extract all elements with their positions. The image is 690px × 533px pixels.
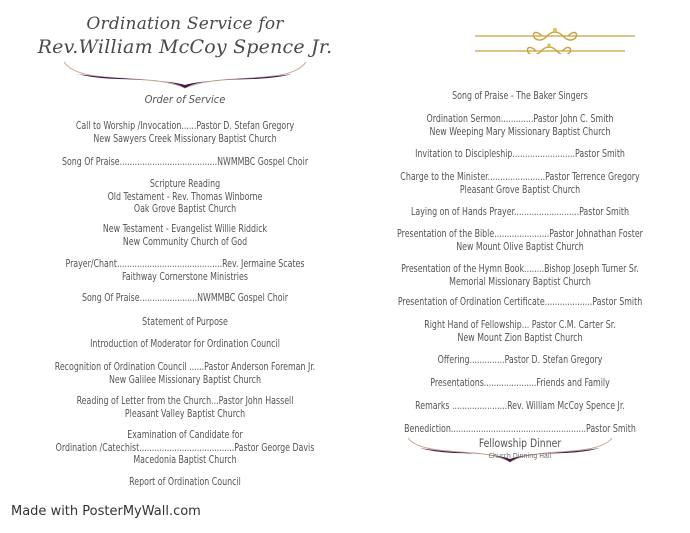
program-item: Song of Praise - The Baker Singers (452, 91, 588, 102)
program-item: Presentation of Ordination Certificate...................Pastor Smith (397, 297, 643, 308)
program-item: Reading of Letter from the Church...Pastor John Hassell Pleasant Valley Baptist Church (76, 396, 294, 420)
program-item: Recognition of Ordination Council ......Pastor Anderson Foreman Jr. New Galilee Missionary Baptist Church (54, 362, 316, 386)
program-item: Call to Worship /Invocation......Pastor D. Stefan Gregory New Sawyers Creek Missionary Baptist Church (75, 121, 295, 145)
program-item: Laying on of Hands Prayer..........................Pastor Smith (411, 207, 629, 218)
program-item: Song Of Praise.......................NWMMBC Gospel Choir (81, 293, 289, 304)
gold-ornament-icon (470, 14, 640, 54)
title-line-1: Ordination Service for (86, 14, 284, 34)
program-item: Introduction of Moderator for Ordination Council (90, 339, 280, 350)
program-item: Prayer/Chant..........................................Rev. Jermaine Scates Faithway Cornerstone Ministries (65, 259, 305, 283)
program-item: Examination of Candidate for Ordination /Catechist......................................Pastor George Davis Macedonia Baptist Church (55, 430, 315, 466)
postermywall-watermark: Made with PosterMyWall.com (11, 504, 201, 519)
program-item: Remarks ......................Rev. William McCoy Spence Jr. (415, 401, 625, 412)
program-item: Ordination Sermon.............Pastor John C. Smith New Weeping Mary Missionary Baptist Church (426, 114, 614, 138)
program-item: Song Of Praise.......................................NWMMBC Gospel Choir (61, 157, 309, 168)
program-item: Benediction......................................................Pastor Smith (404, 424, 636, 435)
title-line-2: Rev.William McCoy Spence Jr. (37, 36, 333, 58)
program-item: Presentation of the Bible......................Pastor Johnathan Foster New Mount Olive Baptist Church (397, 229, 643, 253)
program-item: Offering..............Pastor D. Stefan Gregory (437, 355, 603, 366)
fellowship-dinner-location: Church Dinning Hall (488, 452, 552, 460)
program-item: Report of Ordination Council (129, 477, 241, 488)
program-item: Right Hand of Fellowship... Pastor C.M. Carter Sr. New Mount Zion Baptist Church (424, 320, 616, 344)
program-item: Statement of Purpose (142, 317, 228, 328)
program-item: Presentation of the Hymn Book........Bishop Joseph Turner Sr. Memorial Missionary Baptist Church (401, 264, 639, 288)
fellowship-dinner-title: Fellowship Dinner (478, 436, 562, 450)
program-item: Charge to the Minister.......................Pastor Terrence Gregory Pleasant Grove Baptist Church (400, 172, 640, 196)
program-item: Presentations.....................Friends and Family (430, 378, 610, 389)
program-item: New Testament - Evangelist Willie Riddick New Community Church of God (102, 224, 268, 248)
program-item: Invitation to Discipleship.........................Pastor Smith (415, 149, 625, 160)
order-of-service-heading: Order of Service (144, 93, 226, 106)
program-item: Scripture Reading Old Testament - Rev. Thomas Winborne Oak Grove Baptist Church (107, 179, 263, 215)
swoosh-divider-icon (60, 58, 310, 92)
